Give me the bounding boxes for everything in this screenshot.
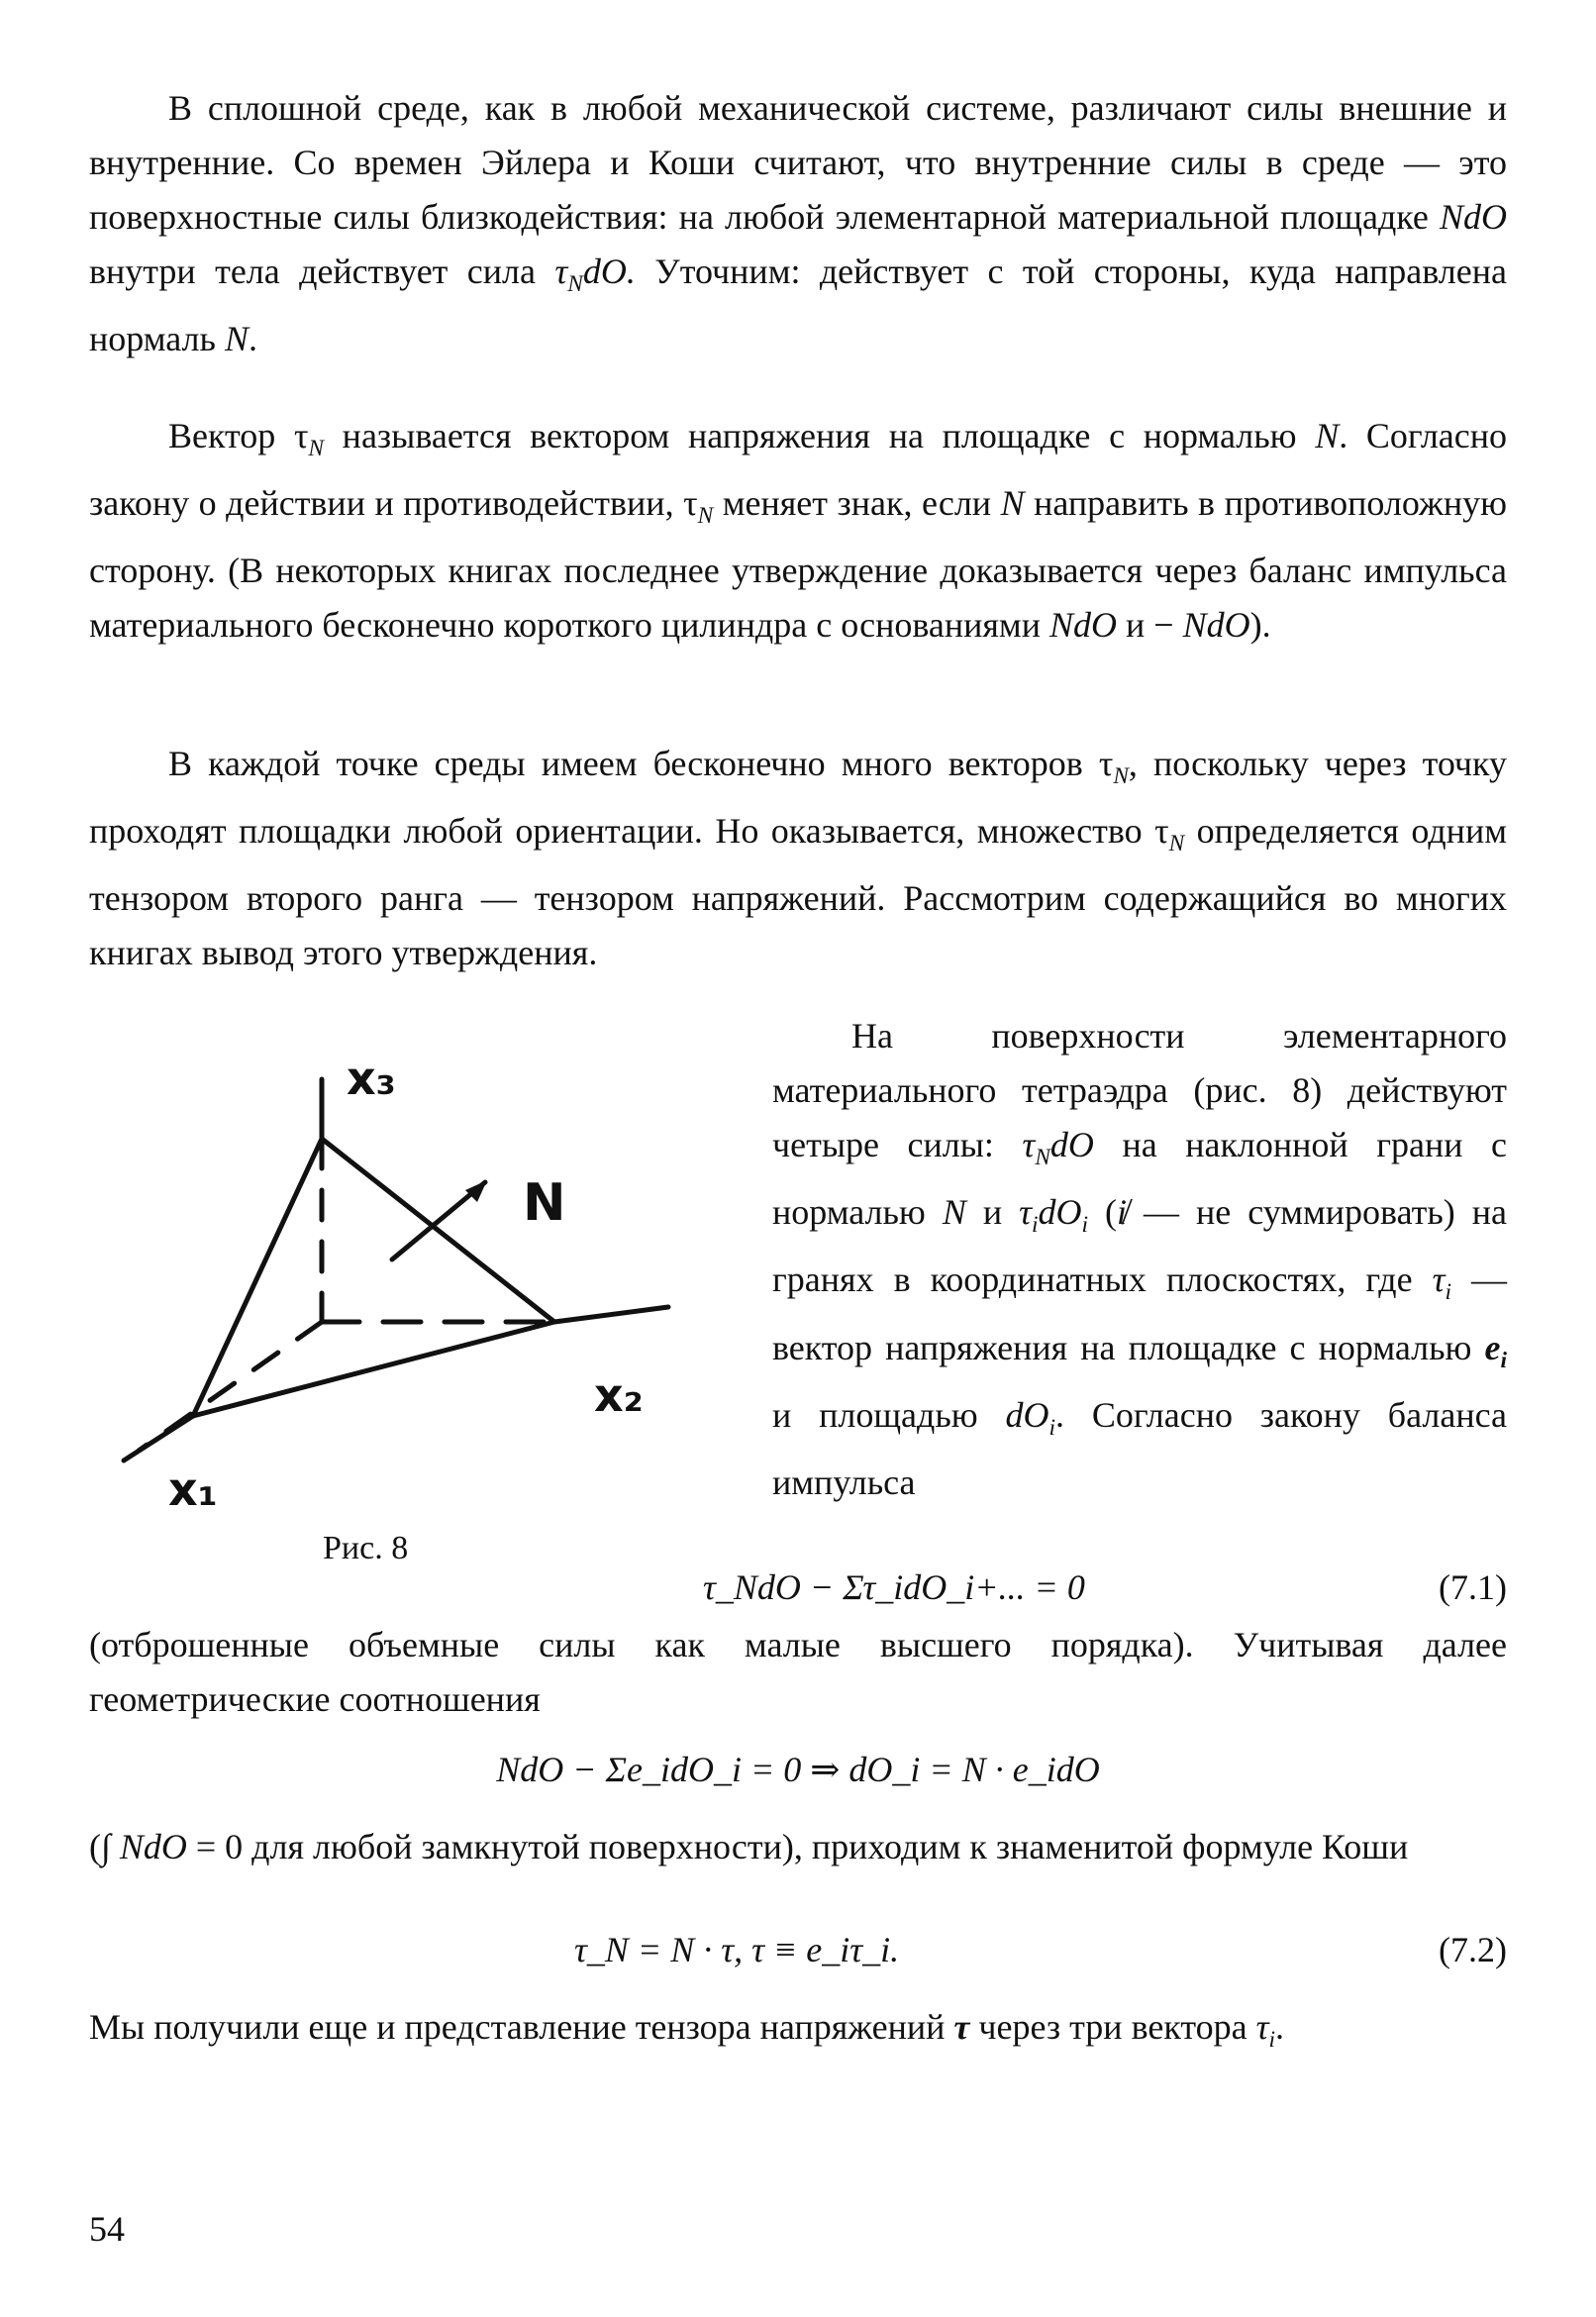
text-run: — не суммировать) на гранях в координатных плоскостях, где [772, 1192, 1507, 1300]
paragraph-1: В сплошной среде, как в любой механической системе, различают силы внешние и внутренние. Со времен Эйлера и Коши считают, что внутренние силы в среде — это поверхностные силы близкодействия: на любой элементарной материальной площадке NdO внутри тела действует сила $\tau_NdO$. Уточним: действует с той стороны, куда направлена нормаль N. [89, 88, 1507, 359]
subscript: i [1500, 1347, 1507, 1373]
math-tauN [293, 416, 325, 462]
text-run: и [965, 1192, 1020, 1233]
math-tauN [683, 483, 714, 530]
paragraph-4 [772, 1009, 1507, 1510]
tau-symbol: τ [1432, 1259, 1446, 1300]
e-symbol: e [1484, 1327, 1501, 1367]
edge-bottom [193, 1322, 554, 1416]
text-run: через три вектора [969, 2007, 1256, 2047]
tau-symbol: τ [1098, 744, 1114, 783]
label-x1: x₁ [168, 1462, 218, 1516]
text-run: и площадью [772, 1394, 1006, 1435]
subscript: i [1031, 1212, 1039, 1239]
subscript: i [1268, 2027, 1275, 2054]
text-run: , поскольку через точку проходят площадки любой ориентации. Но оказывается, множество [89, 744, 1507, 852]
paragraph-6 [89, 1820, 1507, 1874]
tau-symbol: τ [953, 2007, 970, 2047]
text-run: = 0 для любой замкнутой поверхности), приходим к знаменитой формуле Коши [186, 1827, 1409, 1866]
label-x2: x₂ [594, 1368, 644, 1422]
no-sum-symbol: i̸ [1116, 1192, 1127, 1233]
subscript: i [1048, 1414, 1055, 1441]
tau-symbol: τ [683, 483, 698, 524]
subscript: N [1113, 763, 1129, 790]
text-run: внутри тела действует сила [89, 252, 555, 291]
subscript: N [697, 503, 714, 530]
tau-symbol: τ [1019, 1192, 1032, 1233]
text-run: направить в противоположную сторону. (В некоторых книгах последнее утверждение доказывается через баланс импульса материального бесконечно короткого цилиндра с основаниями [89, 483, 1508, 646]
tau-symbol: τ [1255, 2007, 1269, 2047]
math-ei [1484, 1327, 1507, 1373]
text-run: ( [1087, 1192, 1117, 1233]
tau-symbol: τ [293, 416, 309, 455]
text-run: и − [1117, 605, 1183, 646]
subscript: i [1081, 1212, 1088, 1239]
page-number: 54 [89, 2209, 125, 2249]
subscript: i [1445, 1279, 1451, 1306]
x1-axis [124, 1416, 193, 1461]
math-N: N [1000, 483, 1025, 524]
text-run: . Согласно закону баланса импульса [772, 1394, 1507, 1502]
text-run: меняет знак, если [713, 483, 1001, 524]
text-run: Вектор [168, 416, 294, 455]
math-NdO: NdO [1439, 197, 1507, 237]
text-run: определяется одним тензором второго ранга — тензором напряжений. Рассмотрим содержащийся во многих книгах вывод этого утверждения. [89, 811, 1507, 973]
math-dO: dO. [582, 252, 636, 291]
text-run: . [1274, 2007, 1284, 2047]
math-NdO: NdO [119, 1827, 187, 1866]
edge-top-left [193, 1139, 322, 1416]
math-N: N [1315, 416, 1340, 455]
text-run: На поверхности элементарного материального тетраэдра (рис. 8) действуют четыре силы: [772, 1016, 1507, 1164]
equation-number: (7.2) [1439, 1930, 1507, 1969]
text-run: ). [1249, 605, 1271, 646]
math-dOi [1005, 1394, 1056, 1441]
math-dO: dO [1049, 1125, 1094, 1164]
math-tauN-dO [1022, 1125, 1094, 1171]
paragraph-2 [89, 409, 1507, 653]
text-run: (отброшенные объемные силы как малые высшего порядка). Учитывая далее геометрические соотношения [89, 1625, 1507, 1719]
text-run: В каждой точке среды имеем бесконечно много векторов [168, 744, 1099, 783]
subscript: N [1168, 831, 1185, 857]
text-run: Мы получили еще и представление тензора напряжений [89, 2007, 954, 2047]
tau-symbol: τ [554, 252, 568, 291]
equation-number: (7.1) [1439, 1567, 1507, 1607]
math-taui [1255, 2007, 1275, 2054]
text-run: называется вектором напряжения на площадке с нормалью [324, 416, 1316, 455]
math-NdO: NdO [1048, 605, 1117, 646]
tau-symbol: τ [1022, 1125, 1036, 1164]
paragraph-3 [89, 737, 1507, 980]
subscript: N [567, 271, 583, 298]
subscript: N [308, 436, 325, 462]
math-N: N [942, 1192, 966, 1233]
edge-top-right [322, 1139, 554, 1322]
equation-body: τ_NdO − Στ_idO_i+... = 0 [703, 1567, 1085, 1607]
text-run: (∫ [89, 1827, 120, 1866]
label-N: N [523, 1173, 566, 1233]
figure-caption: Рис. 8 [323, 1530, 409, 1566]
math-tauN-dO [554, 252, 636, 298]
math-tauN [1098, 744, 1129, 790]
text-run: . Согласно закону о действии и противодействии, [89, 416, 1508, 524]
text-run: Уточним: действует с той стороны, куда направлена нормаль [89, 252, 1507, 359]
math-NdO: NdO [1182, 605, 1250, 646]
label-x3: x₃ [347, 1052, 396, 1105]
text-run: — вектор напряжения на площадке с нормалью [772, 1259, 1508, 1367]
x2-axis [554, 1307, 668, 1322]
math-dO: dO [1005, 1394, 1049, 1435]
equation-body: NdO − Σe_idO_i = 0 ⇒ dO_i = N · e_idO [496, 1750, 1100, 1789]
tetrahedron-figure [109, 1040, 723, 1535]
text-run: на наклонной грани с нормалью [772, 1125, 1507, 1233]
math-taui [1432, 1259, 1451, 1306]
math-taui-dOi [1019, 1192, 1088, 1239]
equation-body: τ_N = N · τ, τ ≡ e_iτ_i. [574, 1930, 900, 1969]
subscript: N [1035, 1145, 1050, 1171]
paragraph-5 [89, 1618, 1507, 1727]
tau-symbol: τ [1154, 811, 1169, 852]
text-run: В сплошной среде, как в любой механической системе, различают силы внешние и внутренние. Со времен Эйлера и Коши считают, что внутренние силы в среде — это поверхностные силы близкодействия: на любой элементарной материальной площадке [89, 88, 1507, 237]
math-tauN [1154, 811, 1185, 857]
math-N: N [224, 319, 249, 359]
paragraph-7 [89, 2000, 1507, 2067]
math-dO: dO [1038, 1192, 1082, 1233]
